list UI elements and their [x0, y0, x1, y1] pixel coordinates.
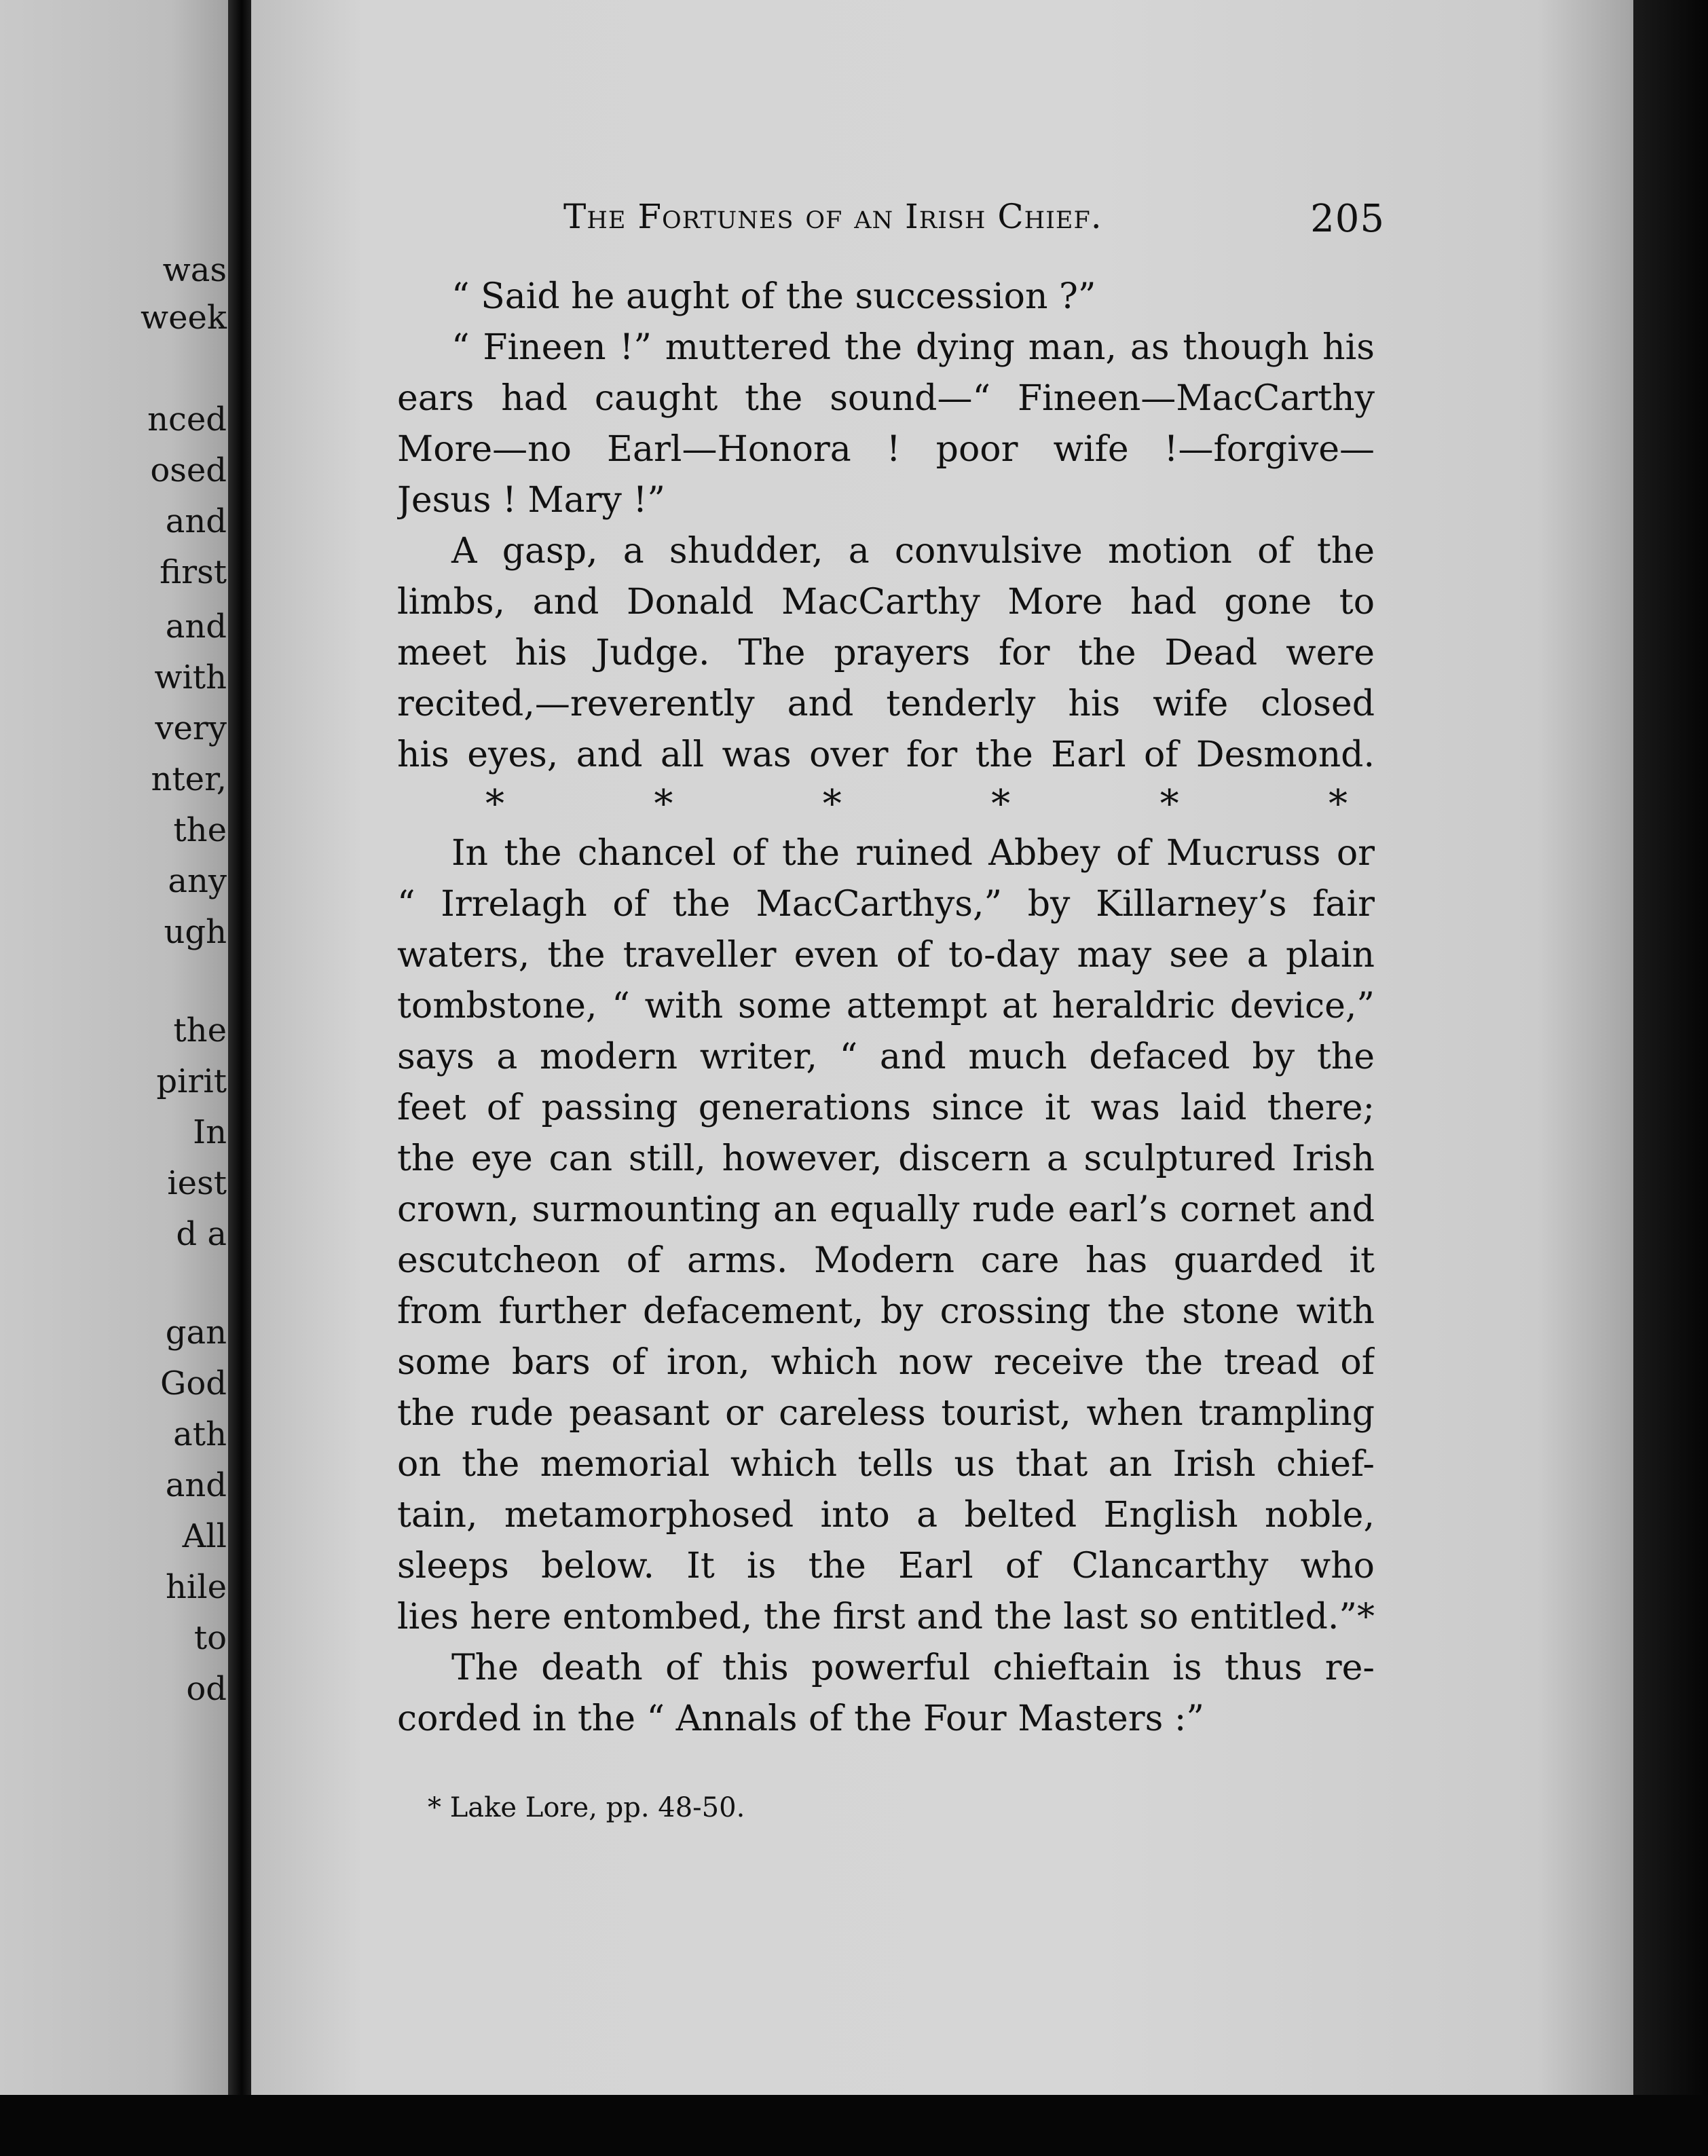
- text-line: some bars of iron, which now receive the tread of: [397, 1342, 1375, 1383]
- text-line: The death of this powerful chieftain is thus re-: [451, 1648, 1375, 1688]
- page-bottom-shadow: [0, 2095, 1708, 2156]
- left-page-text-fragment: the: [173, 811, 227, 849]
- text-line: crown, surmounting an equally rude earl’s cornet and: [397, 1189, 1375, 1230]
- text-line: from further defacement, by crossing the stone with: [397, 1291, 1375, 1332]
- left-page-text-fragment: week: [141, 299, 227, 337]
- left-page-text-fragment: nced: [147, 401, 227, 439]
- left-page-text-fragment: od: [186, 1670, 227, 1708]
- left-page-text-fragment: osed: [150, 451, 227, 489]
- running-head-title: The Fortunes of an Irish Chief.: [563, 197, 1102, 236]
- text-line: the eye can still, however, discern a sculptured Irish: [397, 1138, 1375, 1179]
- body-text: [397, 272, 1375, 1745]
- left-page-text-fragment: and: [165, 608, 227, 646]
- text-line: tombstone, “ with some attempt at heraldric device,”: [397, 986, 1375, 1026]
- left-page-fragment: [0, 0, 244, 2104]
- text-line: sleeps below. It is the Earl of Clancarthy who: [397, 1546, 1375, 1586]
- left-page-text-fragment: All: [182, 1517, 227, 1555]
- asterisk: *: [991, 782, 1011, 826]
- left-page-text-fragment: first: [160, 553, 227, 591]
- left-page-text-fragment: and: [165, 1466, 227, 1504]
- asterisk: *: [654, 782, 673, 826]
- text-line: the rude peasant or careless tourist, when trampling: [397, 1393, 1375, 1434]
- text-line: lies here entombed, the first and the last so entitled.”*: [397, 1597, 1375, 1637]
- asterisk: *: [1328, 782, 1348, 826]
- left-page-text-fragment: and: [165, 502, 227, 540]
- text-line: waters, the traveller even of to-day may see a plain: [397, 935, 1375, 975]
- running-head: [305, 197, 1385, 251]
- left-page-text-fragment: to: [193, 1619, 227, 1657]
- text-line: limbs, and Donald MacCarthy More had gone to: [397, 582, 1375, 622]
- left-page-text-fragment: iest: [167, 1164, 227, 1202]
- left-page-text-fragment: nter,: [151, 760, 227, 798]
- asterisk: *: [1159, 782, 1179, 826]
- text-line: his eyes, and all was over for the Earl of Desmond.: [397, 735, 1375, 775]
- text-line: “ Said he aught of the succession ?”: [451, 276, 1096, 317]
- asterisk: *: [822, 782, 842, 826]
- text-line: meet his Judge. The prayers for the Dead were: [397, 633, 1375, 673]
- text-line: A gasp, a shudder, a convulsive motion of the: [451, 531, 1375, 572]
- text-line: In the chancel of the ruined Abbey of Mucruss or: [451, 833, 1375, 874]
- left-page-text-fragment: with: [154, 658, 227, 696]
- text-line: “ Irrelagh of the MacCarthys,” by Killarney’s fair: [397, 884, 1375, 925]
- text-line: escutcheon of arms. Modern care has guarded it: [397, 1240, 1375, 1281]
- page-edge-shadow: [1633, 0, 1708, 2156]
- text-line: tain, metamorphosed into a belted English noble,: [397, 1495, 1375, 1536]
- left-page-text-fragment: the: [173, 1011, 227, 1049]
- text-line: feet of passing generations since it was laid there;: [397, 1088, 1375, 1128]
- text-line: More—no Earl—Honora ! poor wife !—forgive—: [397, 429, 1375, 470]
- left-page-text-fragment: was: [162, 251, 227, 289]
- text-line: ears had caught the sound—“ Fineen—MacCarthy: [397, 378, 1375, 419]
- section-break-asterisks: [397, 781, 1375, 828]
- left-page-text-fragment: In: [193, 1113, 227, 1151]
- text-line: says a modern writer, “ and much defaced by the: [397, 1037, 1375, 1077]
- text-line: on the memorial which tells us that an Irish chief-: [397, 1444, 1375, 1485]
- left-page-text-fragment: God: [160, 1364, 227, 1402]
- asterisk: *: [485, 782, 504, 826]
- text-line: corded in the “ Annals of the Four Masters :”: [397, 1698, 1204, 1739]
- footnote: * Lake Lore, pp. 48-50.: [428, 1792, 745, 1823]
- page-number: 205: [1310, 197, 1385, 241]
- left-page-text-fragment: d a: [176, 1215, 227, 1253]
- left-page-text-fragment: any: [168, 862, 227, 900]
- left-page-text-fragment: gan: [165, 1314, 227, 1352]
- left-page-text-fragment: ath: [173, 1415, 227, 1453]
- left-page-text-fragment: pirit: [156, 1062, 227, 1100]
- text-line: Jesus ! Mary !”: [397, 480, 665, 521]
- text-line: “ Fineen !” muttered the dying man, as though his: [451, 327, 1375, 368]
- left-page-text-fragment: ugh: [164, 913, 227, 951]
- left-page-text-fragment: very: [155, 709, 227, 747]
- left-page-text-fragment: hile: [165, 1568, 227, 1606]
- text-line: recited,—reverently and tenderly his wife closed: [397, 684, 1375, 724]
